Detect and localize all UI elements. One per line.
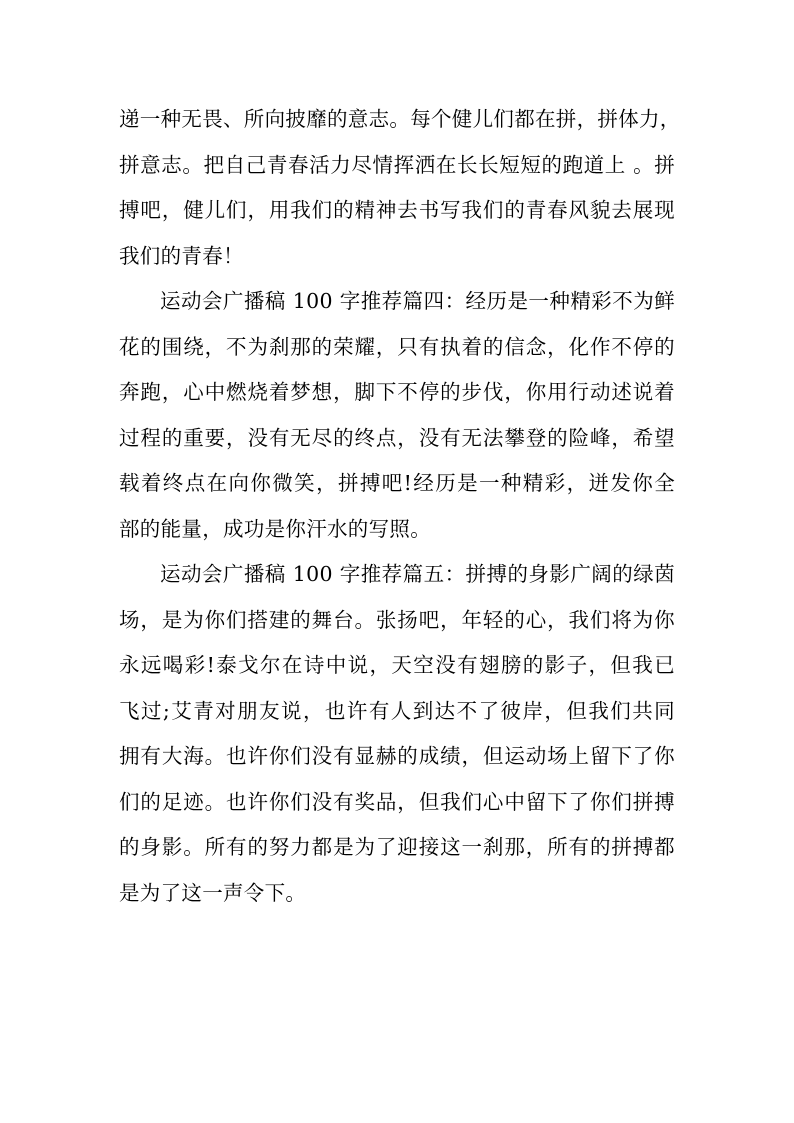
text-line: 奔跑，心中燃烧着梦想，脚下不停的步伐，你用行动述说着 — [119, 380, 675, 404]
document-page — [119, 97, 681, 916]
text-line: 部的能量，成功是你汗水的写照。 — [119, 516, 431, 541]
paragraph-3 — [119, 552, 675, 916]
text-line: 花的围绕，不为刹那的荣耀，只有执着的信念，化作不停的 — [119, 334, 675, 359]
text-line: 拼意志。把自己青春活力尽情挥洒在长长短短的跑道上 。拼 — [119, 152, 675, 177]
text-line: 递一种无畏、所向披靡的意志。每个健儿们都在拼，拼体力， — [119, 107, 681, 131]
text-line: 拥有大海。也许你们没有显赫的成绩，但运动场上留下了你 — [119, 744, 675, 768]
text-line: 场，是为你们搭建的舞台。张扬吧，年轻的心，我们将为你 — [119, 607, 675, 632]
text-line: 载着终点在向你微笑，拼搏吧!经历是一种精彩，迸发你全 — [119, 471, 675, 495]
text-line: 们的足迹。也许你们没有奖品，但我们心中留下了你们拼搏 — [119, 789, 675, 814]
paragraph-2 — [119, 279, 675, 552]
text-line: 搏吧，健儿们，用我们的精神去书写我们的青春风貌去展现 — [119, 198, 675, 222]
text-line: 我们的青春！ — [119, 243, 244, 268]
text-line: 是为了这一声令下。 — [119, 880, 307, 905]
text-line: 的身影。所有的努力都是为了迎接这一刹那，所有的拼搏都 — [119, 835, 675, 859]
text-line: 飞过;艾青对朋友说，也许有人到达不了彼岸，但我们共同 — [119, 698, 675, 723]
paragraph-1 — [119, 97, 681, 279]
text-line: 运动会广播稿 100 字推荐篇五：拼搏的身影广阔的绿茵 — [160, 562, 675, 586]
text-line: 过程的重要，没有无尽的终点，没有无法攀登的险峰，希望 — [119, 425, 675, 450]
text-line: 运动会广播稿 100 字推荐篇四：经历是一种精彩不为鲜 — [160, 289, 675, 313]
text-line: 永远喝彩!泰戈尔在诗中说，天空没有翅膀的影子，但我已 — [119, 653, 675, 677]
